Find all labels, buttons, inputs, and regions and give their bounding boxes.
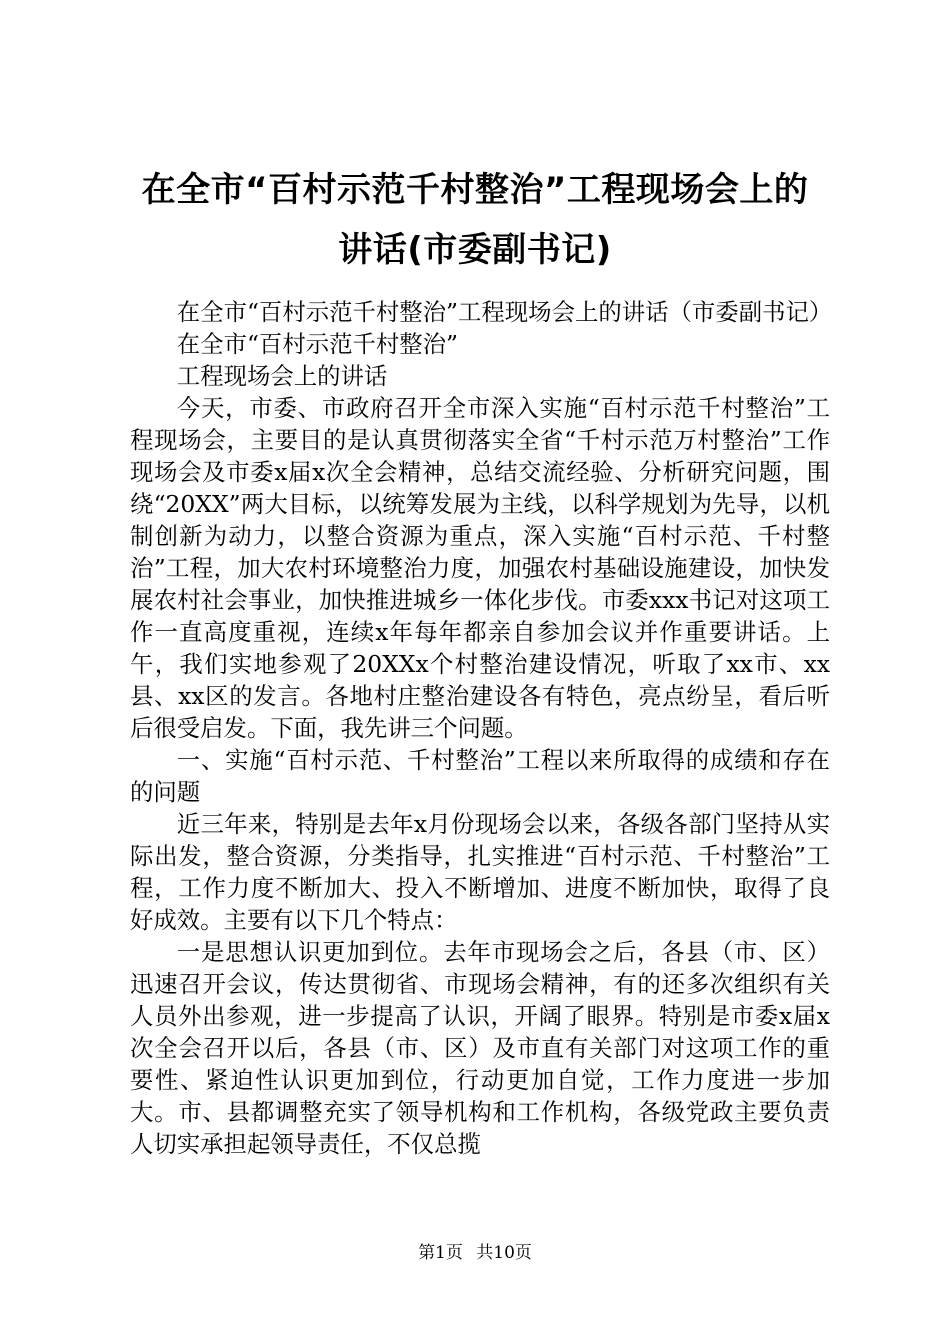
title-line-1: 在全市“百村示范千村整治”工程现场会上的 bbox=[141, 170, 809, 210]
section-heading-1: 一、实施“百村示范、千村整治”工程以来所取得的成绩和存在的问题 bbox=[130, 746, 830, 806]
paragraph-achievements: 近三年来，特别是去年x月份现场会以来，各级各部门坚持从实际出发，整合资源，分类指导，扎实推进“百村示范、千村整治”工程，工作力度不断加大、投入不断增加、进度不断加快，取得了良好成效。主要有以下几个特点： bbox=[130, 810, 830, 934]
paragraph-subtitle-1: 在全市“百村示范千村整治” bbox=[176, 330, 459, 358]
page-total: 共10页 bbox=[476, 1243, 532, 1263]
page-footer bbox=[0, 1242, 950, 1264]
paragraph-heading-repeat: 在全市“百村示范千村整治”工程现场会上的讲话（市委副书记） bbox=[176, 298, 833, 326]
paragraph-subtitle-2: 工程现场会上的讲话 bbox=[176, 362, 388, 390]
document-body bbox=[130, 296, 833, 1160]
paragraph-intro: 今天，市委、市政府召开全市深入实施“百村示范千村整治”工程现场会，主要目的是认真贯彻落实全省“千村示范万村整治”工作现场会及市委x届x次全会精神，总结交流经验、分析研究问题，围绕“20XX”两大目标，以统筹发展为主线，以科学规划为先导，以机制创新为动力，以整合资源为重点，深入实施“百村示范、千村整治”工程，加大农村环境整治力度，加强农村基础设施建设，加快发展农村社会事业，加快推进城乡一体化步伐。市委xxx书记对这项工作一直高度重视，连续x年每年都亲自参加会议并作重要讲话。上午，我们实地参观了20XXx个村整治建设情况，听取了xx市、xx县、xx区的发言。各地村庄整治建设各有特色，亮点纷呈，看后听后很受启发。下面，我先讲三个问题。 bbox=[130, 394, 830, 742]
document-title bbox=[110, 160, 840, 280]
page-number: 第1页 bbox=[418, 1243, 463, 1263]
paragraph-point-1: 一是思想认识更加到位。去年市现场会之后，各县（市、区）迅速召开会议，传达贯彻省、市现场会精神，有的还多次组织有关人员外出参观，进一步提高了认识，开阔了眼界。特别是市委x届x次全会召开以后，各县（市、区）及市直有关部门对这项工作的重要性、紧迫性认识更加到位，行动更加自觉，工作力度进一步加大。市、县都调整充实了领导机构和工作机构，各级党政主要负责人切实承担起领导责任，不仅总揽 bbox=[130, 938, 830, 1158]
title-line-2: 讲话(市委副书记) bbox=[338, 230, 612, 270]
